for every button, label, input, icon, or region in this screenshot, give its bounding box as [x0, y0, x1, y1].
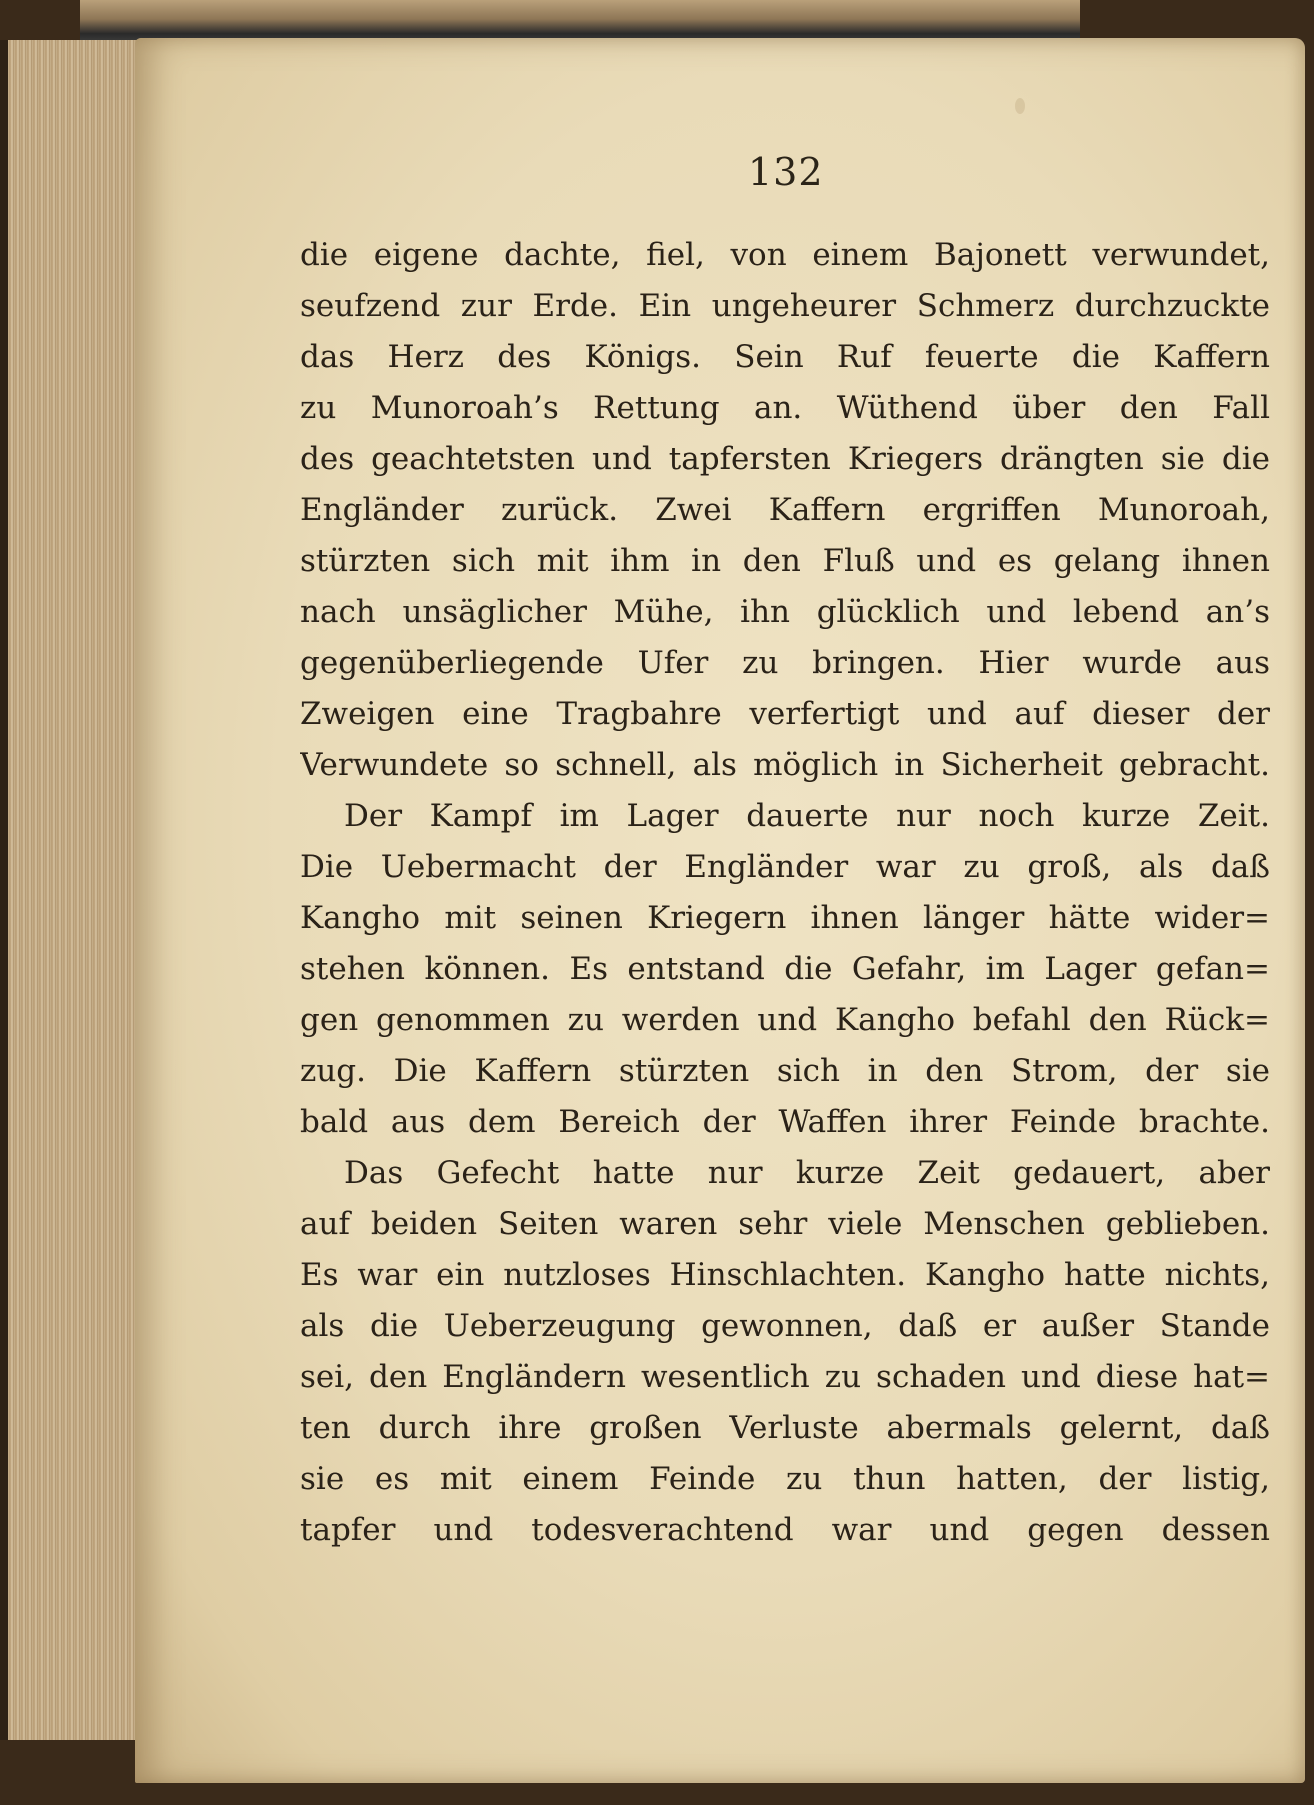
text-line: seufzend zur Erde. Ein ungeheurer Schmerz durchzuckte — [300, 288, 1270, 324]
text-line: des geachtetsten und tapfersten Kriegers drängten sie die — [300, 441, 1270, 477]
text-line: die eigene dachte, fiel, von einem Bajonett verwundet, — [300, 237, 1270, 273]
text-line: Kangho mit seinen Kriegern ihnen länger hätte wider= — [300, 900, 1270, 936]
text-line: auf beiden Seiten waren sehr viele Menschen geblieben. — [300, 1206, 1270, 1242]
text-line: zug. Die Kaffern stürzten sich in den Strom, der sie — [300, 1053, 1270, 1089]
text-line: Die Uebermacht der Engländer war zu groß, als daß — [300, 849, 1270, 885]
text-line: sie es mit einem Feinde zu thun hatten, der listig, — [300, 1461, 1270, 1497]
page-number: 132 — [748, 150, 824, 194]
text-line: Der Kampf im Lager dauerte nur noch kurze Zeit. — [344, 798, 1270, 834]
text-line: Es war ein nutzloses Hinschlachten. Kangho hatte nichts, — [300, 1257, 1270, 1293]
text-line: tapfer und todesverachtend war und gegen dessen — [300, 1512, 1270, 1548]
text-line: das Herz des Königs. Sein Ruf feuerte die Kaffern — [300, 339, 1270, 375]
text-line: gen genommen zu werden und Kangho befahl den Rück= — [300, 1002, 1270, 1038]
paper-stain — [1015, 98, 1025, 114]
text-line: Das Gefecht hatte nur kurze Zeit gedauert, aber — [344, 1155, 1270, 1191]
text-line: Verwundete so schnell, als möglich in Sicherheit gebracht. — [300, 747, 1270, 783]
text-line: sei, den Engländern wesentlich zu schaden und diese hat= — [300, 1359, 1270, 1395]
text-line: stürzten sich mit ihm in den Fluß und es gelang ihnen — [300, 543, 1270, 579]
text-line: stehen können. Es entstand die Gefahr, im Lager gefan= — [300, 951, 1270, 987]
body-text — [300, 230, 1270, 1556]
text-line: bald aus dem Bereich der Waffen ihrer Feinde brachte. — [300, 1104, 1270, 1140]
text-line: gegenüberliegende Ufer zu bringen. Hier wurde aus — [300, 645, 1270, 681]
text-line: Zweigen eine Tragbahre verfertigt und auf dieser der — [300, 696, 1270, 732]
text-line: zu Munoroah’s Rettung an. Wüthend über den Fall — [300, 390, 1270, 426]
text-line: nach unsäglicher Mühe, ihn glücklich und lebend an’s — [300, 594, 1270, 630]
text-line: als die Ueberzeugung gewonnen, daß er außer Stande — [300, 1308, 1270, 1344]
text-line: Engländer zurück. Zwei Kaffern ergriffen Munoroah, — [300, 492, 1270, 528]
text-line: ten durch ihre großen Verluste abermals gelernt, daß — [300, 1410, 1270, 1446]
